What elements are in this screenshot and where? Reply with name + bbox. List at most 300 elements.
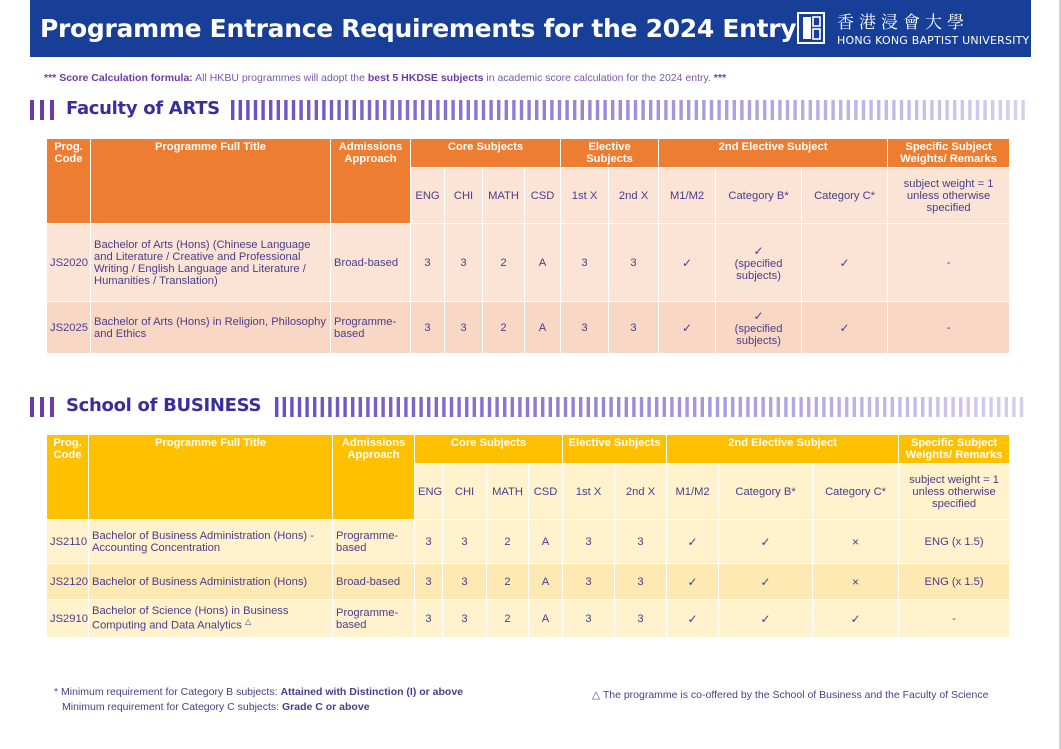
footnote-c-requirement: Grade C or above	[282, 701, 370, 713]
stripe	[444, 100, 447, 120]
m1-m2-check-icon: ✓	[667, 600, 719, 638]
stripe	[292, 100, 295, 120]
footnote-b-text: Minimum requirement for Category B subjects:	[61, 686, 278, 698]
stripe	[695, 100, 698, 120]
stripe	[299, 100, 302, 120]
stripe	[717, 100, 720, 120]
programme-title: Bachelor of Business Administration (Hons) - Accounting Concentration	[89, 520, 333, 564]
stripe	[277, 100, 280, 120]
prog-code: JS2910	[47, 600, 89, 638]
col-programme-title: Programme Full Title	[91, 139, 331, 224]
stripe	[315, 100, 318, 120]
stripe	[412, 397, 415, 417]
stripe	[733, 100, 736, 120]
stripe	[307, 100, 310, 120]
stripe	[482, 100, 485, 120]
remark: -	[888, 302, 1010, 354]
formula-text-end: in academic score calculation for the 2024 entry.	[486, 72, 711, 84]
stripe	[1006, 100, 1009, 120]
stripe	[875, 397, 878, 417]
stripe	[731, 397, 734, 417]
page-title: Programme Entrance Requirements for the 2024 Entry	[40, 14, 797, 43]
stripe	[678, 397, 681, 417]
chi-level: 3	[445, 302, 483, 354]
business-heading: School of BUSINESS	[66, 395, 262, 416]
stripe	[748, 100, 751, 120]
stripe	[581, 100, 584, 120]
first-x-level: 3	[563, 600, 615, 638]
csd-level: A	[529, 600, 563, 638]
stripe	[261, 100, 264, 120]
category-c-cross-icon: ×	[813, 520, 899, 564]
stripe	[877, 100, 880, 120]
table-row	[47, 520, 1010, 564]
programme-title: Bachelor of Arts (Hons) in Religion, Philosophy and Ethics	[91, 302, 331, 354]
category-c-check-icon: ✓	[813, 600, 899, 638]
table-row	[47, 224, 1010, 302]
stripe	[321, 397, 324, 417]
stripe	[907, 100, 910, 120]
footnote-b-requirement: Attained with Distinction (I) or above	[280, 686, 464, 698]
category-b-check-icon: ✓	[753, 243, 764, 258]
sub-category-c: Category C*	[813, 464, 899, 520]
stripe	[429, 100, 432, 120]
stripe	[807, 397, 810, 417]
stripe	[930, 100, 933, 120]
formula-text: All HKBU programmes will adopt the	[195, 72, 365, 84]
col-specific-weights: Specific Subject Weights/ Remarks	[899, 435, 1010, 464]
eng-level: 3	[411, 224, 445, 302]
stripe	[913, 397, 916, 417]
stripe	[670, 397, 673, 417]
stripe	[383, 100, 386, 120]
stripe	[845, 397, 848, 417]
stripe	[655, 397, 658, 417]
co-offered-footnote	[592, 689, 988, 701]
stripe	[915, 100, 918, 120]
sub-chi: CHI	[443, 464, 487, 520]
sub-first-x: 1st X	[563, 464, 615, 520]
math-level: 2	[487, 564, 529, 600]
m1-m2-check-icon: ✓	[667, 564, 719, 600]
prog-code: JS2120	[47, 564, 89, 600]
first-x-level: 3	[563, 564, 615, 600]
sub-eng: ENG	[411, 168, 445, 224]
stripe	[550, 100, 553, 120]
category-b-check-icon: ✓	[753, 308, 764, 323]
stripe	[421, 100, 424, 120]
footnote-star: *	[54, 686, 59, 698]
stripe	[868, 397, 871, 417]
stripe	[511, 397, 514, 417]
stripe	[330, 100, 333, 120]
stripe	[625, 397, 628, 417]
programme-title: Bachelor of Arts (Hons) (Chinese Language and Literature / Creative and Professional Writing / English Language and Literature / Humanities / Translation)	[91, 224, 331, 302]
prog-code: JS2020	[47, 224, 91, 302]
stripe	[619, 100, 622, 120]
formula-stars-close: ***	[713, 72, 727, 84]
stripe	[761, 397, 764, 417]
eng-level: 3	[415, 564, 443, 600]
chi-level: 3	[443, 520, 487, 564]
stripe	[664, 100, 667, 120]
stripe	[853, 397, 856, 417]
formula-label: Score Calculation formula:	[59, 72, 193, 84]
stripe	[480, 397, 483, 417]
first-x-level: 3	[563, 520, 615, 564]
stripe	[822, 397, 825, 417]
first-x-level: 3	[561, 302, 609, 354]
sub-csd: CSD	[529, 464, 563, 520]
csd-level: A	[525, 224, 561, 302]
col-prog-code: Prog. Code	[47, 435, 89, 520]
remark: ENG (x 1.5)	[899, 520, 1010, 564]
category-b-footnote	[54, 685, 463, 700]
col-prog-code: Prog. Code	[47, 139, 91, 224]
stripe	[679, 100, 682, 120]
eng-level: 3	[411, 302, 445, 354]
stripe	[503, 397, 506, 417]
stripe	[854, 100, 857, 120]
stripe	[436, 100, 439, 120]
csd-level: A	[529, 520, 563, 564]
stripe	[793, 100, 796, 120]
heading-bars-icon	[30, 100, 60, 120]
sub-eng: ENG	[415, 464, 443, 520]
chi-level: 3	[443, 564, 487, 600]
stripe	[632, 397, 635, 417]
stripe	[520, 100, 523, 120]
stripe	[1014, 100, 1017, 120]
stripe	[672, 100, 675, 120]
stripe	[983, 100, 986, 120]
stripe	[359, 397, 362, 417]
stripe	[647, 397, 650, 417]
stripe	[883, 397, 886, 417]
csd-level: A	[529, 564, 563, 600]
stripe	[512, 100, 515, 120]
col-core-subjects: Core Subjects	[415, 435, 563, 464]
remark: -	[899, 600, 1010, 638]
stripe	[345, 100, 348, 120]
stripe	[450, 397, 453, 417]
prog-code: JS2025	[47, 302, 91, 354]
heading-stripes-decoration	[231, 100, 1031, 120]
stripe	[944, 397, 947, 417]
math-level: 2	[483, 224, 525, 302]
stripe	[239, 100, 242, 120]
stripe	[284, 100, 287, 120]
stripe	[831, 100, 834, 120]
stripe	[269, 100, 272, 120]
stripe	[549, 397, 552, 417]
stripe	[603, 100, 606, 120]
stripe	[404, 397, 407, 417]
stripe	[290, 397, 293, 417]
logo-chinese-name: 香港浸會大學	[837, 13, 969, 33]
stripe	[609, 397, 612, 417]
university-emblem-icon	[795, 11, 829, 45]
col-elective-subjects: Elective Subjects	[561, 139, 659, 168]
stripe	[799, 397, 802, 417]
stripe	[725, 100, 728, 120]
category-c-footnote	[54, 700, 463, 715]
sub-weight-note: subject weight = 1 unless otherwise specified	[899, 464, 1010, 520]
score-formula-note	[44, 72, 726, 84]
category-c-check-icon: ✓	[802, 302, 888, 354]
footnote-c-text: Minimum requirement for Category C subjects:	[62, 701, 280, 713]
stripe	[951, 397, 954, 417]
stripe	[1021, 100, 1024, 120]
stripe	[368, 100, 371, 120]
sub-csd: CSD	[525, 168, 561, 224]
stripe	[397, 397, 400, 417]
stripe	[784, 397, 787, 417]
stripe	[839, 100, 842, 120]
stripe	[824, 100, 827, 120]
stripe	[571, 397, 574, 417]
stripe	[594, 397, 597, 417]
stripe	[777, 397, 780, 417]
col-second-elective: 2nd Elective Subject	[659, 139, 888, 168]
business-section-heading	[30, 394, 1031, 420]
triangle-icon: △	[592, 689, 601, 701]
stripe	[746, 397, 749, 417]
stripe	[740, 100, 743, 120]
stripe	[786, 100, 789, 120]
stripe	[754, 397, 757, 417]
stripe	[322, 100, 325, 120]
stripe	[343, 397, 346, 417]
admissions-approach: Programme-based	[333, 520, 415, 564]
stripe	[617, 397, 620, 417]
stripe	[792, 397, 795, 417]
col-admissions-approach: Admissions Approach	[331, 139, 411, 224]
sub-m1-m2: M1/M2	[659, 168, 716, 224]
category-c-cross-icon: ×	[813, 564, 899, 600]
stripe	[381, 397, 384, 417]
stripe	[769, 397, 772, 417]
stripe	[685, 397, 688, 417]
stripe	[991, 100, 994, 120]
eng-level: 3	[415, 600, 443, 638]
stripe	[518, 397, 521, 417]
logo-english-name: HONG KONG BAPTIST UNIVERSITY	[837, 34, 1030, 47]
sub-category-c: Category C*	[802, 168, 888, 224]
formula-highlight: best 5 HKDSE subjects	[367, 72, 484, 84]
csd-level: A	[525, 302, 561, 354]
stripe	[374, 397, 377, 417]
stripe	[473, 397, 476, 417]
stripe	[467, 100, 470, 120]
math-level: 2	[487, 600, 529, 638]
stripe	[938, 100, 941, 120]
stripe	[999, 100, 1002, 120]
stripe	[474, 100, 477, 120]
remark: -	[888, 224, 1010, 302]
stripe	[533, 397, 536, 417]
sub-weight-note: subject weight = 1 unless otherwise specified	[888, 168, 1010, 224]
stripe	[451, 100, 454, 120]
programme-title	[89, 600, 333, 638]
stripe	[702, 100, 705, 120]
category-b-check-icon: ✓	[719, 600, 813, 638]
category-footnotes	[54, 685, 463, 715]
category-b-cell	[716, 224, 802, 302]
stripe	[961, 100, 964, 120]
category-b-check-icon: ✓	[719, 564, 813, 600]
stripe	[587, 397, 590, 417]
stripe	[1012, 397, 1015, 417]
stripe	[771, 100, 774, 120]
stripe	[564, 397, 567, 417]
stripe	[353, 100, 356, 120]
stripe	[457, 397, 460, 417]
stripe	[398, 100, 401, 120]
stripe	[489, 100, 492, 120]
category-b-note: (specified subjects)	[734, 257, 783, 282]
stripe	[640, 397, 643, 417]
stripe	[541, 397, 544, 417]
stripe	[923, 100, 926, 120]
stripe	[328, 397, 331, 417]
col-elective-subjects: Elective Subjects	[563, 435, 667, 464]
business-requirements-table	[46, 434, 1010, 638]
stripe	[687, 100, 690, 120]
sub-m1-m2: M1/M2	[667, 464, 719, 520]
stripe	[413, 100, 416, 120]
stripe	[419, 397, 422, 417]
stripe	[298, 397, 301, 417]
stripe	[989, 397, 992, 417]
stripe	[556, 397, 559, 417]
heading-stripes-decoration	[275, 397, 1031, 417]
stripe	[716, 397, 719, 417]
sub-first-x: 1st X	[561, 168, 609, 224]
stripe	[488, 397, 491, 417]
stripe	[921, 397, 924, 417]
stripe	[573, 100, 576, 120]
stripe	[283, 397, 286, 417]
arts-requirements-table	[46, 138, 1010, 354]
admissions-approach: Programme-based	[333, 600, 415, 638]
stripe	[929, 397, 932, 417]
stripe	[708, 397, 711, 417]
category-b-note: (specified subjects)	[734, 322, 783, 347]
university-logo	[795, 8, 1030, 50]
stripe	[1020, 397, 1023, 417]
stripe	[801, 100, 804, 120]
co-offered-triangle-icon: △	[244, 617, 252, 627]
stripe	[527, 100, 530, 120]
stripe	[497, 100, 500, 120]
second-x-level: 3	[609, 302, 659, 354]
stripe	[246, 100, 249, 120]
sub-chi: CHI	[445, 168, 483, 224]
stripe	[860, 397, 863, 417]
stripe	[763, 100, 766, 120]
stripe	[701, 397, 704, 417]
table-row	[47, 302, 1010, 354]
m1-m2-check-icon: ✓	[659, 224, 716, 302]
col-specific-weights: Specific Subject Weights/ Remarks	[888, 139, 1010, 168]
stripe	[626, 100, 629, 120]
stripe	[739, 397, 742, 417]
programme-title-text: Bachelor of Science (Hons) in Business Computing and Data Analytics	[92, 605, 289, 632]
stripe	[830, 397, 833, 417]
second-x-level: 3	[615, 600, 667, 638]
remark: ENG (x 1.5)	[899, 564, 1010, 600]
stripe	[968, 100, 971, 120]
sub-math: MATH	[483, 168, 525, 224]
stripe	[543, 100, 546, 120]
stripe	[366, 397, 369, 417]
arts-section-heading	[30, 97, 1031, 123]
stripe	[974, 397, 977, 417]
stripe	[611, 100, 614, 120]
m1-m2-check-icon: ✓	[667, 520, 719, 564]
chi-level: 3	[443, 600, 487, 638]
stripe	[945, 100, 948, 120]
category-b-check-icon: ✓	[719, 520, 813, 564]
table-row	[47, 564, 1010, 600]
stripe	[495, 397, 498, 417]
stripe	[465, 397, 468, 417]
stripe	[596, 100, 599, 120]
stripe	[565, 100, 568, 120]
table-row	[47, 600, 1010, 638]
stripe	[710, 100, 713, 120]
stripe	[649, 100, 652, 120]
heading-bars-icon	[30, 397, 60, 417]
math-level: 2	[487, 520, 529, 564]
stripe	[389, 397, 392, 417]
formula-stars: ***	[44, 72, 57, 84]
stripe	[351, 397, 354, 417]
stripe	[815, 397, 818, 417]
stripe	[891, 397, 894, 417]
stripe	[442, 397, 445, 417]
stripe	[602, 397, 605, 417]
col-admissions-approach: Admissions Approach	[333, 435, 415, 520]
stripe	[693, 397, 696, 417]
category-b-cell	[716, 302, 802, 354]
stripe	[723, 397, 726, 417]
stripe	[641, 100, 644, 120]
stripe	[435, 397, 438, 417]
stripe	[997, 397, 1000, 417]
admissions-approach: Broad-based	[331, 224, 411, 302]
stripe	[755, 100, 758, 120]
stripe	[982, 397, 985, 417]
stripe	[663, 397, 666, 417]
col-second-elective: 2nd Elective Subject	[667, 435, 899, 464]
stripe	[634, 100, 637, 120]
math-level: 2	[483, 302, 525, 354]
admissions-approach: Broad-based	[333, 564, 415, 600]
stripe	[862, 100, 865, 120]
col-core-subjects: Core Subjects	[411, 139, 561, 168]
arts-heading: Faculty of ARTS	[66, 98, 220, 119]
stripe	[337, 100, 340, 120]
stripe	[869, 100, 872, 120]
stripe	[505, 100, 508, 120]
stripe	[816, 100, 819, 120]
sub-category-b: Category B*	[716, 168, 802, 224]
chi-level: 3	[445, 224, 483, 302]
stripe	[778, 100, 781, 120]
col-programme-title: Programme Full Title	[89, 435, 333, 520]
